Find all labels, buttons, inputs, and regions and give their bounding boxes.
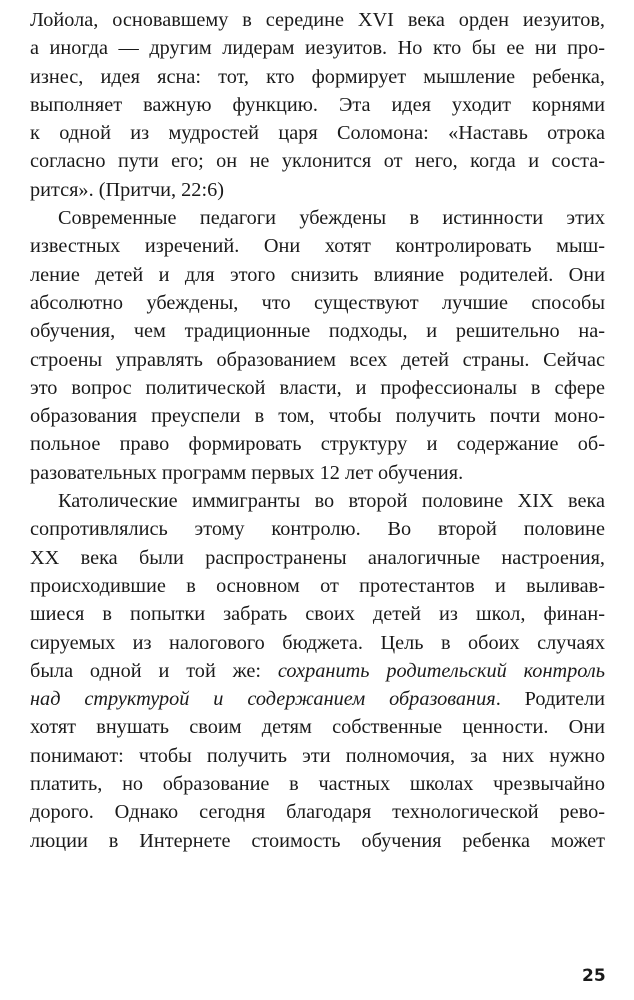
text-line: происходившие в основном от протестантов и выливав- <box>30 574 605 597</box>
text-line: согласно пути его; он не уклонится от него, когда и соста- <box>30 150 605 173</box>
text-line: сопротивлялись этому контролю. Во второй половине <box>30 518 605 541</box>
paragraph-1 <box>30 6 605 204</box>
text-line: образования преуспели в том, чтобы получить почти моно- <box>30 405 605 428</box>
text-line: XX века были распространены аналогичные настроения, <box>30 546 605 569</box>
text-line: абсолютно убеждены, что существуют лучшие способы <box>30 291 605 314</box>
text-line: известных изречений. Они хотят контролировать мыш- <box>30 235 605 258</box>
text-line: сируемых из налогового бюджета. Цель в обоих случаях <box>30 631 605 654</box>
text-line: Лойола, основавшему в середине XVI века орден иезуитов, <box>30 9 605 31</box>
text-line: польное право формировать структуру и содержание об- <box>30 433 605 456</box>
text-line: это вопрос политической власти, и профессионалы в сфере <box>30 376 605 399</box>
text-line: ление детей и для этого снизить влияние родителей. Они <box>30 263 605 286</box>
emphasized-text: над структурой и содержанием образования <box>30 688 496 711</box>
paragraph-2 <box>30 204 605 487</box>
plain-text: . Родители <box>495 688 605 711</box>
book-page-body <box>30 6 605 855</box>
text-line: строены управлять образованием всех детей страны. Сейчас <box>30 348 605 371</box>
text-line: Современные педагоги убеждены в истинности этих <box>58 207 605 230</box>
text-line: выполняет важную функцию. Эта идея уходит корнями <box>30 93 605 116</box>
text-line: шиеся в попытки забрать своих детей из школ, финан- <box>30 603 605 626</box>
text-line: а иногда — другим лидерам иезуитов. Но кто бы ее ни про- <box>30 37 605 60</box>
emphasized-text: сохранить родительский контроль <box>277 659 606 682</box>
page-number: 25 <box>582 966 606 986</box>
text-line: дорого. Однако сегодня благодаря технологической рево- <box>30 801 605 824</box>
text-line: к одной из мудростей царя Соломона: «Наставь отрока <box>30 122 605 145</box>
plain-text: была одной и той же: <box>30 659 278 682</box>
text-line: люции в Интернете стоимость обучения ребенка может <box>30 829 605 852</box>
text-line: обучения, чем традиционные подходы, и решительно на- <box>30 320 605 343</box>
text-line: Католические иммигранты во второй половине XIX века <box>58 490 605 513</box>
text-line: разовательных программ первых 12 лет обучения. <box>30 461 464 484</box>
text-line: платить, но образование в частных школах чрезвычайно <box>30 773 605 796</box>
text-line-mixed <box>30 657 605 685</box>
text-line: понимают: чтобы получить эти полномочия, за них нужно <box>30 744 605 767</box>
text-line: изнес, идея ясна: тот, кто формирует мышление ребенка, <box>30 65 605 88</box>
paragraph-3 <box>30 487 605 855</box>
text-line-mixed <box>30 685 605 713</box>
text-line: хотят внушать своим детям собственные ценности. Они <box>30 716 605 739</box>
text-line: рится». (Притчи, 22:6) <box>30 178 224 201</box>
